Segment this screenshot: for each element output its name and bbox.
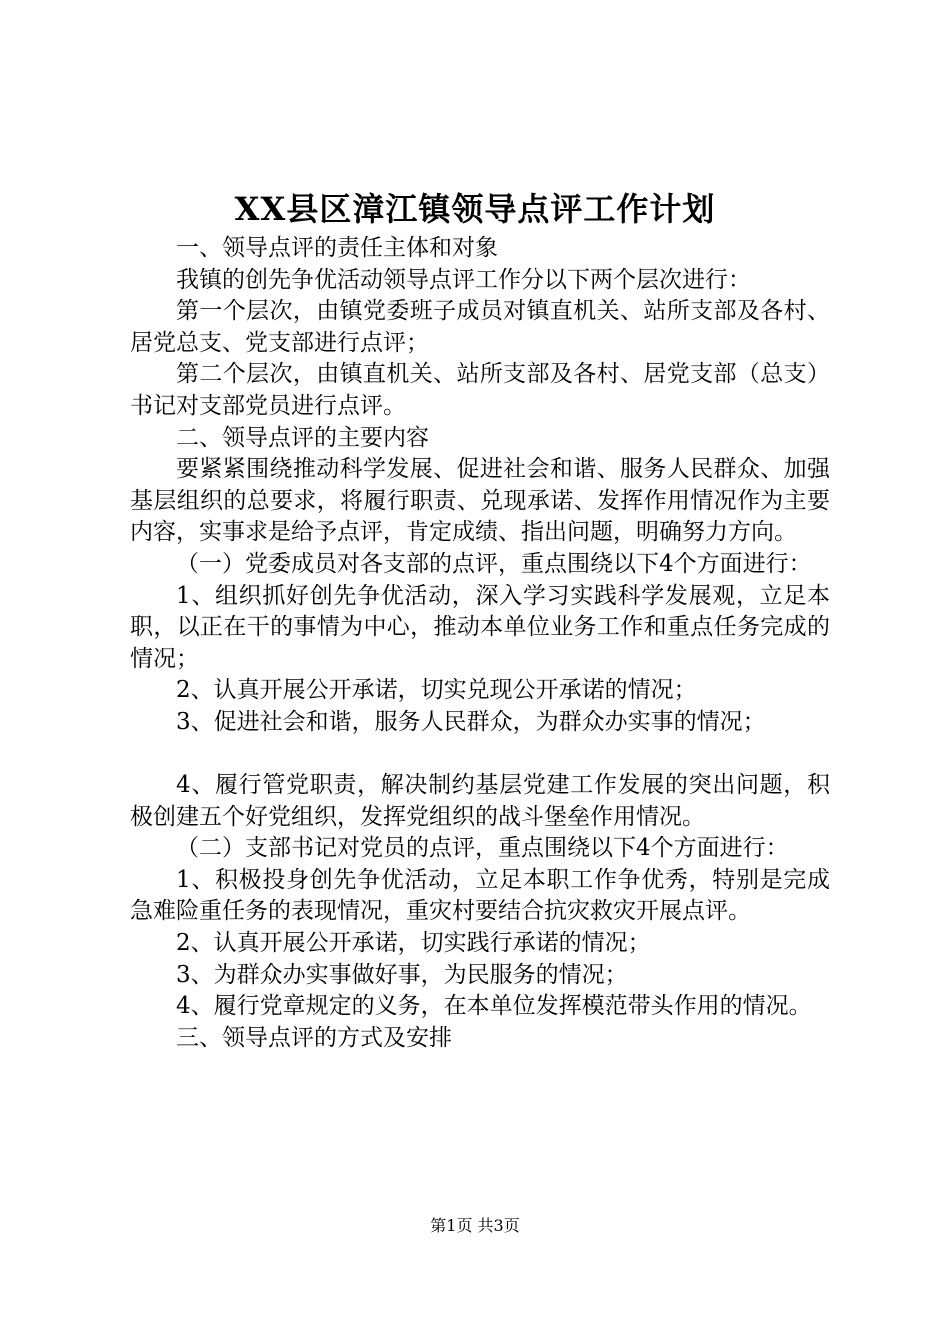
document-body (130, 233, 830, 1054)
paragraph: 第二个层次，由镇直机关、站所支部及各村、居党支部（总支）书记对支部党员进行点评。 (130, 361, 830, 419)
list-item: 3、促进社会和谐，服务人民群众，为群众办实事的情况； (176, 708, 766, 735)
paragraph: 第一个层次，由镇党委班子成员对镇直机关、站所支部及各村、居党总支、党支部进行点评； (130, 298, 830, 356)
section-heading-3: 三、领导点评的方式及安排 (176, 1024, 452, 1051)
list-item: 3、为群众办实事做好事，为民服务的情况； (176, 961, 628, 988)
subsection-heading-2: （二）支部书记对党员的点评，重点围绕以下4个方面进行： (176, 835, 789, 862)
section-heading-2: 二、领导点评的主要内容 (176, 424, 429, 451)
paragraph: 要紧紧围绕推动科学发展、促进社会和谐、服务人民群众、加强基层组织的总要求，将履行职责、兑现承诺、发挥作用情况作为主要内容，实事求是给予点评，肯定成绩、指出问题，明确努力方向。 (130, 456, 830, 546)
list-item: 1、组织抓好创先争优活动，深入学习实践科学发展观，立足本职，以正在干的事情为中心，推动本单位业务工作和重点任务完成的情况； (130, 582, 830, 672)
list-item: 4、履行管党职责，解决制约基层党建工作发展的突出问题，积极创建五个好党组织，发挥党组织的战斗堡垒作用情况。 (130, 772, 830, 830)
section-heading-1: 一、领导点评的责任主体和对象 (176, 235, 498, 261)
subsection-heading-1: （一）党委成员对各支部的点评，重点围绕以下4个方面进行： (176, 550, 812, 577)
list-item: 1、积极投身创先争优活动，立足本职工作争优秀，特别是完成急难险重任务的表现情况，重灾村要结合抗灾救灾开展点评。 (130, 866, 830, 925)
document-title: XX县区漳江镇领导点评工作计划 (234, 190, 716, 228)
list-item: 4、履行党章规定的义务，在本单位发挥模范带头作用的情况。 (176, 993, 812, 1020)
paragraph: 我镇的创先争优活动领导点评工作分以下两个层次进行： (176, 266, 751, 293)
list-item: 2、认真开展公开承诺，切实兑现公开承诺的情况； (176, 677, 697, 704)
page-footer: 第1页 共3页 (430, 1216, 520, 1235)
list-item: 2、认真开展公开承诺，切实践行承诺的情况； (176, 930, 651, 957)
